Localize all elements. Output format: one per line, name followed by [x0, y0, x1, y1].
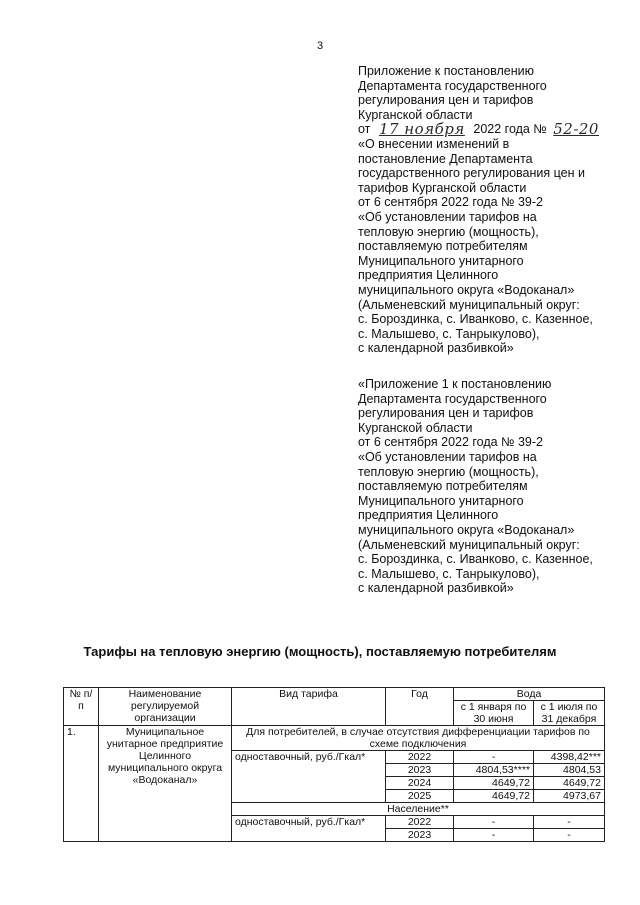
table-header-row [64, 688, 605, 701]
appendix-line: Курганской области [358, 107, 473, 122]
period-2-value: 4804,53 [534, 764, 605, 777]
decree-date-line [358, 122, 628, 137]
appendix-line: постановление Департамента [358, 151, 533, 166]
appendix-line: (Альменевский муниципальный округ: [358, 297, 580, 312]
appendix-line: с календарной разбивкой» [358, 341, 514, 356]
appendix-line: с. Бороздинка, с. Иванково, с. Казенное, [358, 552, 593, 567]
year-cell: 2023 [386, 764, 454, 777]
section-title-population: Население** [232, 803, 605, 816]
period-1-value: 4649,72 [454, 777, 534, 790]
appendix-line: «О внесении изменений в [358, 136, 510, 151]
appendix-line: муниципального округа «Водоканал» [358, 522, 575, 537]
page-number: 3 [316, 40, 324, 52]
header-org: Наименование регулируемой организации [99, 688, 232, 726]
period-1-value: - [454, 829, 534, 842]
period-1-value: - [454, 751, 534, 764]
header-period-2: с 1 июля по 31 декабря [534, 701, 605, 726]
year-text: 2022 года № [473, 122, 547, 137]
tariff-table [63, 687, 605, 842]
year-cell: 2024 [386, 777, 454, 790]
year-cell: 2023 [386, 829, 454, 842]
appendix-line: Муниципального унитарного [358, 253, 524, 268]
appendix-line: Департамента государственного [358, 78, 547, 93]
tariff-type-cell: одноставочный, руб./Гкал* [232, 751, 386, 803]
appendix-line: предприятия Целинного [358, 508, 499, 523]
appendix-header-1 [358, 64, 628, 356]
section-title-general: Для потребителей, в случае отсутствия дифференциации тарифов по схеме подключения [232, 726, 605, 751]
appendix-header-2 [358, 377, 628, 596]
appendix-line: с. Бороздинка, с. Иванково, с. Казенное, [358, 312, 593, 327]
period-2-value: 4649,72 [534, 777, 605, 790]
period-1-value: 4804,53**** [454, 764, 534, 777]
appendix-line: государственного регулирования цен и [358, 166, 585, 181]
appendix-line: регулирования цен и тарифов [358, 406, 534, 421]
appendix-line: Департамента государственного [358, 391, 547, 406]
appendix-line: муниципального округа «Водоканал» [358, 282, 575, 297]
table-section-row [64, 726, 605, 751]
appendix-line: с. Малышево, с. Танрыкулово), [358, 326, 540, 341]
year-cell: 2022 [386, 816, 454, 829]
appendix-line: «Об установлении тарифов на [358, 209, 537, 224]
table-title: Тарифы на тепловую энергию (мощность), поставляемую потребителям [83, 644, 557, 659]
year-cell: 2022 [386, 751, 454, 764]
header-water: Вода [454, 688, 605, 701]
year-cell: 2025 [386, 790, 454, 803]
appendix-line: с календарной разбивкой» [358, 581, 514, 596]
appendix-line: «Об установлении тарифов на [358, 449, 537, 464]
period-1-value: 4649,72 [454, 790, 534, 803]
handwritten-decree-number: 52-20 [553, 120, 599, 139]
appendix-line: тарифов Курганской области [358, 180, 527, 195]
header-tariff-type: Вид тарифа [232, 688, 386, 726]
tariff-type-cell: одноставочный, руб./Гкал* [232, 816, 386, 842]
header-period-1: с 1 января по 30 июня [454, 701, 534, 726]
period-2-value: - [534, 829, 605, 842]
period-2-value: 4398,42*** [534, 751, 605, 764]
appendix-line: поставляемую потребителям [358, 239, 528, 254]
appendix-line: Курганской области [358, 420, 473, 435]
period-1-value: - [454, 816, 534, 829]
appendix-line: тепловую энергию (мощность), [358, 464, 539, 479]
appendix-line: предприятия Целинного [358, 268, 499, 283]
row-number: 1. [64, 726, 99, 842]
header-num: № п/п [64, 688, 99, 726]
appendix-line: от 6 сентября 2022 года № 39-2 [358, 435, 543, 450]
handwritten-date: 17 ноября [378, 120, 465, 139]
organization-name: Муниципальное унитарное предприятие Целинного муниципального округа «Водоканал» [99, 726, 232, 842]
appendix-line: Муниципального унитарного [358, 493, 524, 508]
period-2-value: - [534, 816, 605, 829]
date-prefix: от [358, 122, 371, 137]
appendix-line: «Приложение 1 к постановлению [358, 377, 552, 391]
period-2-value: 4973,67 [534, 790, 605, 803]
appendix-line: от 6 сентября 2022 года № 39-2 [358, 195, 543, 210]
appendix-line: тепловую энергию (мощность), [358, 224, 539, 239]
appendix-line: регулирования цен и тарифов [358, 93, 534, 108]
header-year: Год [386, 688, 454, 726]
appendix-line: с. Малышево, с. Танрыкулово), [358, 566, 540, 581]
appendix-line: поставляемую потребителям [358, 479, 528, 494]
appendix-line: Приложение к постановлению [358, 64, 534, 78]
appendix-line: (Альменевский муниципальный округ: [358, 537, 580, 552]
